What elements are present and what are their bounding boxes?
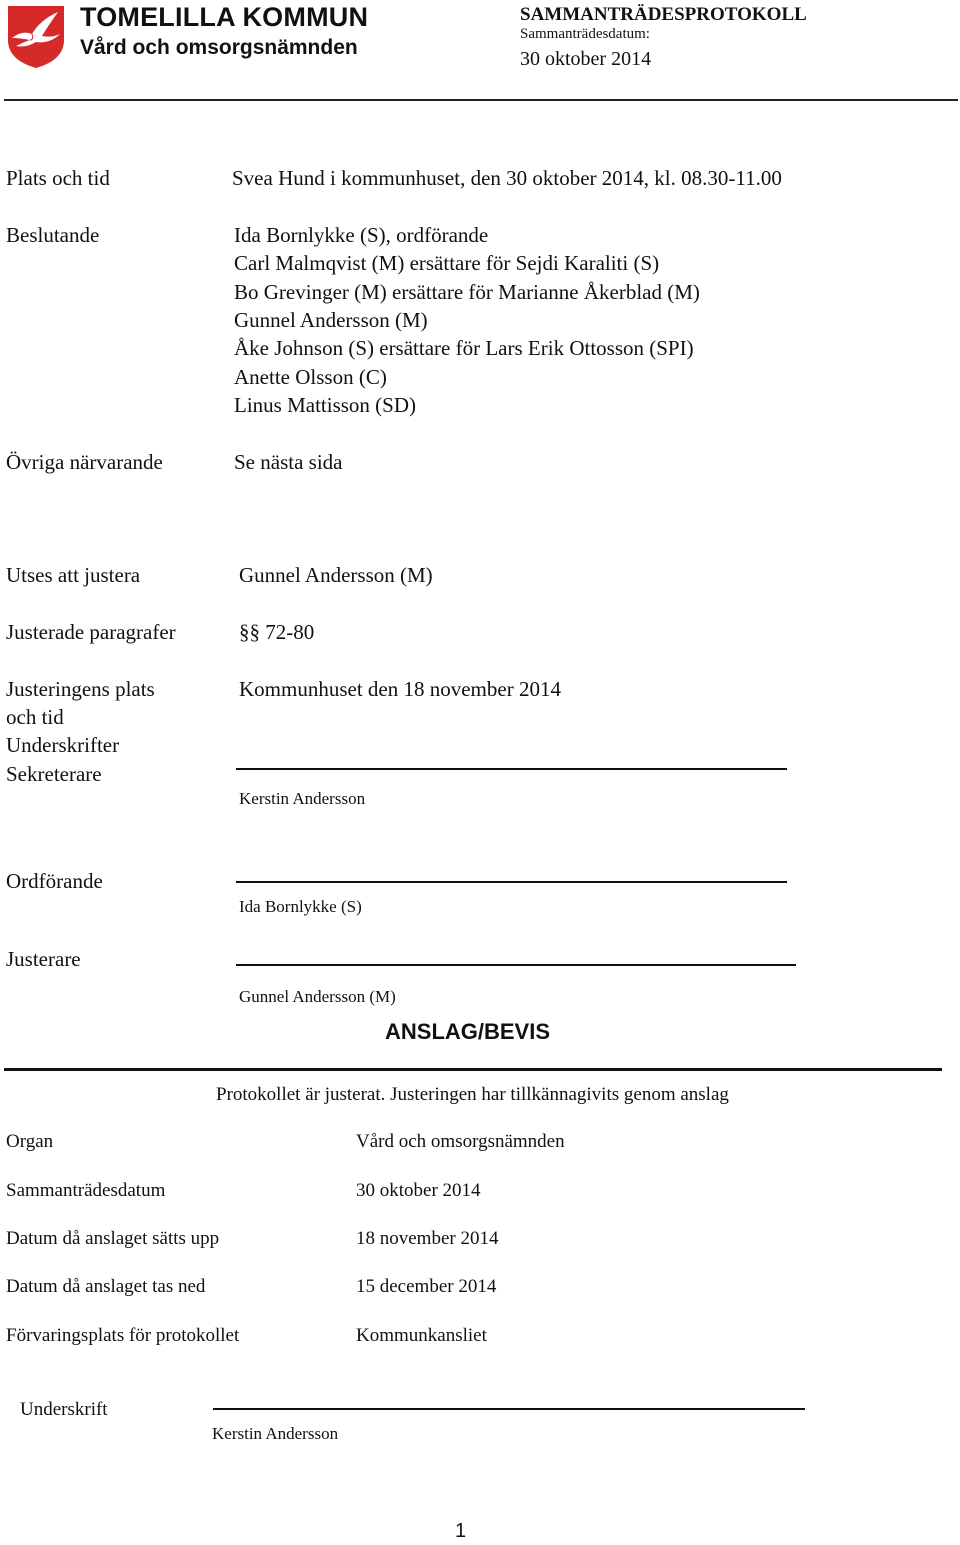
- decision-maker-item: Carl Malmqvist (M) ersättare för Sejdi Karaliti (S): [234, 251, 660, 275]
- notice-divider: [4, 1068, 942, 1071]
- seagull-crest-icon: [6, 4, 66, 70]
- adjusted-paragraphs-label: Justerade paragrafer: [6, 620, 176, 644]
- adjuster-label: Justerare: [6, 947, 81, 971]
- secretary-name: Kerstin Andersson: [239, 789, 366, 808]
- decision-maker-item: Åke Johnson (S) ersättare för Lars Erik Ottosson (SPI): [234, 336, 694, 360]
- adjustment-place-value: Kommunhuset den 18 november 2014: [239, 677, 561, 701]
- org-name: TOMELILLA KOMMUN: [80, 2, 369, 32]
- notice-signature-name: Kerstin Andersson: [212, 1424, 339, 1443]
- adjuster-name: Gunnel Andersson (M): [239, 987, 396, 1006]
- adjustment-place-label: Justeringens plats: [6, 677, 155, 701]
- signatures-label: Underskrifter: [6, 733, 120, 757]
- decision-maker-item: Anette Olsson (C): [234, 365, 387, 389]
- meeting-date-label: Sammanträdesdatum:: [520, 26, 650, 42]
- notice-signature-label: Underskrift: [20, 1399, 108, 1420]
- organ-label: Organ: [6, 1131, 54, 1152]
- notice-title: ANSLAG/BEVIS: [385, 1019, 551, 1044]
- organ-value: Vård och omsorgsnämnden: [356, 1131, 565, 1152]
- adjusted-paragraphs-value: §§ 72-80: [239, 620, 315, 644]
- municipality-logo: [6, 4, 66, 70]
- secretary-label: Sekreterare: [6, 762, 102, 786]
- chair-label: Ordförande: [6, 869, 103, 893]
- adjustment-time-label: och tid: [6, 705, 64, 729]
- notice-meeting-date-label: Sammanträdesdatum: [6, 1180, 166, 1201]
- meeting-date-value: 30 oktober 2014: [520, 48, 652, 70]
- notice-posted-label: Datum då anslaget sätts upp: [6, 1228, 220, 1249]
- notice-removed-label: Datum då anslaget tas ned: [6, 1276, 206, 1297]
- storage-label: Förvaringsplats för protokollet: [6, 1325, 240, 1346]
- others-present-value: Se nästa sida: [234, 450, 343, 474]
- place-time-label: Plats och tid: [6, 166, 110, 190]
- decision-maker-item: Ida Bornlykke (S), ordförande: [234, 223, 489, 247]
- storage-value: Kommunkansliet: [356, 1325, 487, 1346]
- appointed-adjuster-value: Gunnel Andersson (M): [239, 563, 433, 587]
- chair-name: Ida Bornlykke (S): [239, 897, 362, 916]
- notice-signature-line: [213, 1408, 805, 1410]
- adjuster-signature-line: [236, 964, 796, 966]
- document-type: SAMMANTRÄDESPROTOKOLL: [520, 4, 807, 25]
- notice-meeting-date-value: 30 oktober 2014: [356, 1180, 481, 1201]
- notice-removed-value: 15 december 2014: [356, 1276, 497, 1297]
- notice-statement: Protokollet är justerat. Justeringen har tillkännagivits genom anslag: [216, 1084, 729, 1105]
- secretary-signature-line: [236, 768, 787, 770]
- others-present-label: Övriga närvarande: [6, 450, 163, 474]
- page-number: 1: [455, 1520, 467, 1542]
- header-divider: [4, 99, 958, 101]
- decision-maker-item: Bo Grevinger (M) ersättare för Marianne Åkerblad (M): [234, 280, 700, 304]
- place-time-value: Svea Hund i kommunhuset, den 30 oktober 2014, kl. 08.30-11.00: [232, 166, 782, 190]
- decision-maker-item: Gunnel Andersson (M): [234, 308, 428, 332]
- decision-makers-label: Beslutande: [6, 223, 100, 247]
- decision-maker-item: Linus Mattisson (SD): [234, 393, 417, 417]
- notice-posted-value: 18 november 2014: [356, 1228, 499, 1249]
- appointed-adjuster-label: Utses att justera: [6, 563, 141, 587]
- board-name: Vård och omsorgsnämnden: [80, 36, 358, 59]
- chair-signature-line: [236, 881, 787, 883]
